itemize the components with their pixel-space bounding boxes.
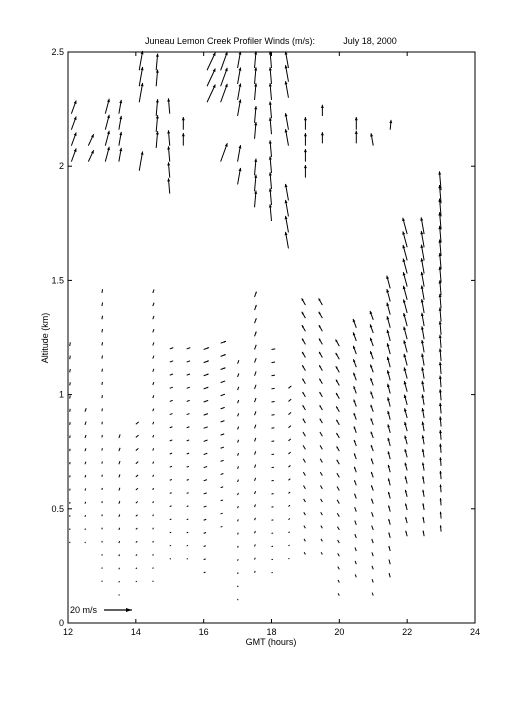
wind-vector (272, 362, 276, 363)
wind-vector (85, 515, 86, 517)
wind-vector (153, 528, 154, 530)
wind-vector (170, 493, 172, 494)
wind-vector (153, 475, 154, 477)
wind-vector (119, 541, 120, 543)
wind-vector (102, 316, 103, 319)
wind-vector (272, 388, 275, 389)
wind-vector (170, 532, 171, 533)
wind-vector (153, 541, 154, 543)
wind-vector (102, 329, 103, 332)
wind-vector (70, 396, 71, 399)
wind-vector (102, 369, 103, 372)
wind-vector (272, 415, 275, 416)
wind-vector (238, 559, 239, 561)
wind-vector (102, 355, 103, 358)
wind-vector (85, 529, 86, 530)
wind-vector (238, 533, 239, 535)
y-tick-label: 1.5 (51, 275, 64, 286)
chart-title: Juneau Lemon Creek Profiler Winds (m/s): (144, 36, 316, 46)
wind-vector (204, 572, 206, 573)
wind-vector (238, 572, 239, 573)
wind-vector (136, 581, 137, 582)
wind-vector (153, 515, 154, 517)
wind-vector (102, 289, 103, 293)
wind-vector (119, 568, 120, 570)
wind-vector (119, 554, 120, 556)
y-tick-label: 2.5 (51, 47, 64, 57)
chart-date: July 18, 2000 (343, 36, 397, 46)
wind-vector (170, 506, 172, 507)
wind-vector (70, 409, 71, 412)
x-tick-label: 20 (334, 627, 345, 637)
x-axis-label: GMT (hours) (245, 637, 297, 647)
wind-vector (153, 554, 154, 555)
wind-vector (85, 502, 86, 504)
wind-vector (187, 506, 189, 507)
x-tick-label: 18 (266, 627, 277, 637)
y-tick-label: 0.5 (51, 503, 64, 514)
reference-vector-label: 20 m/s (70, 605, 98, 615)
wind-vector (70, 382, 71, 385)
wind-vector (70, 356, 71, 360)
y-tick-label: 2 (58, 161, 64, 172)
wind-vector (187, 479, 189, 480)
wind-vector (204, 559, 206, 560)
x-tick-label: 12 (62, 627, 74, 637)
y-tick-label: 1 (58, 389, 64, 400)
x-tick-label: 22 (402, 627, 413, 637)
wind-vector (255, 558, 256, 560)
wind-vector (170, 519, 172, 520)
wind-vector (272, 349, 276, 350)
wind-vector (170, 479, 172, 480)
wind-vector (187, 519, 189, 520)
wind-vector (102, 302, 103, 306)
wind-vector (153, 501, 154, 503)
x-tick-label: 24 (469, 627, 481, 637)
wind-vector (272, 375, 275, 376)
y-axis-label: Altitude (km) (40, 312, 50, 364)
wind-vector (272, 401, 275, 402)
wind-vector (102, 342, 103, 345)
wind-vector (272, 428, 275, 429)
y-tick-label: 0 (58, 618, 64, 628)
wind-vector (187, 493, 189, 494)
x-tick-label: 14 (130, 627, 141, 637)
wind-vector (238, 519, 239, 521)
wind-vector (221, 513, 223, 514)
wind-vector (238, 546, 239, 548)
wind-vector (288, 558, 289, 559)
wind-vector (221, 526, 223, 527)
wind-vector (119, 581, 120, 582)
wind-vector (70, 342, 71, 346)
wind-vector (255, 571, 256, 573)
x-tick-label: 16 (198, 627, 209, 637)
wind-vector (102, 382, 103, 385)
wind-vector (153, 488, 154, 490)
wind-vector (187, 532, 188, 533)
wind-vector (70, 369, 71, 372)
